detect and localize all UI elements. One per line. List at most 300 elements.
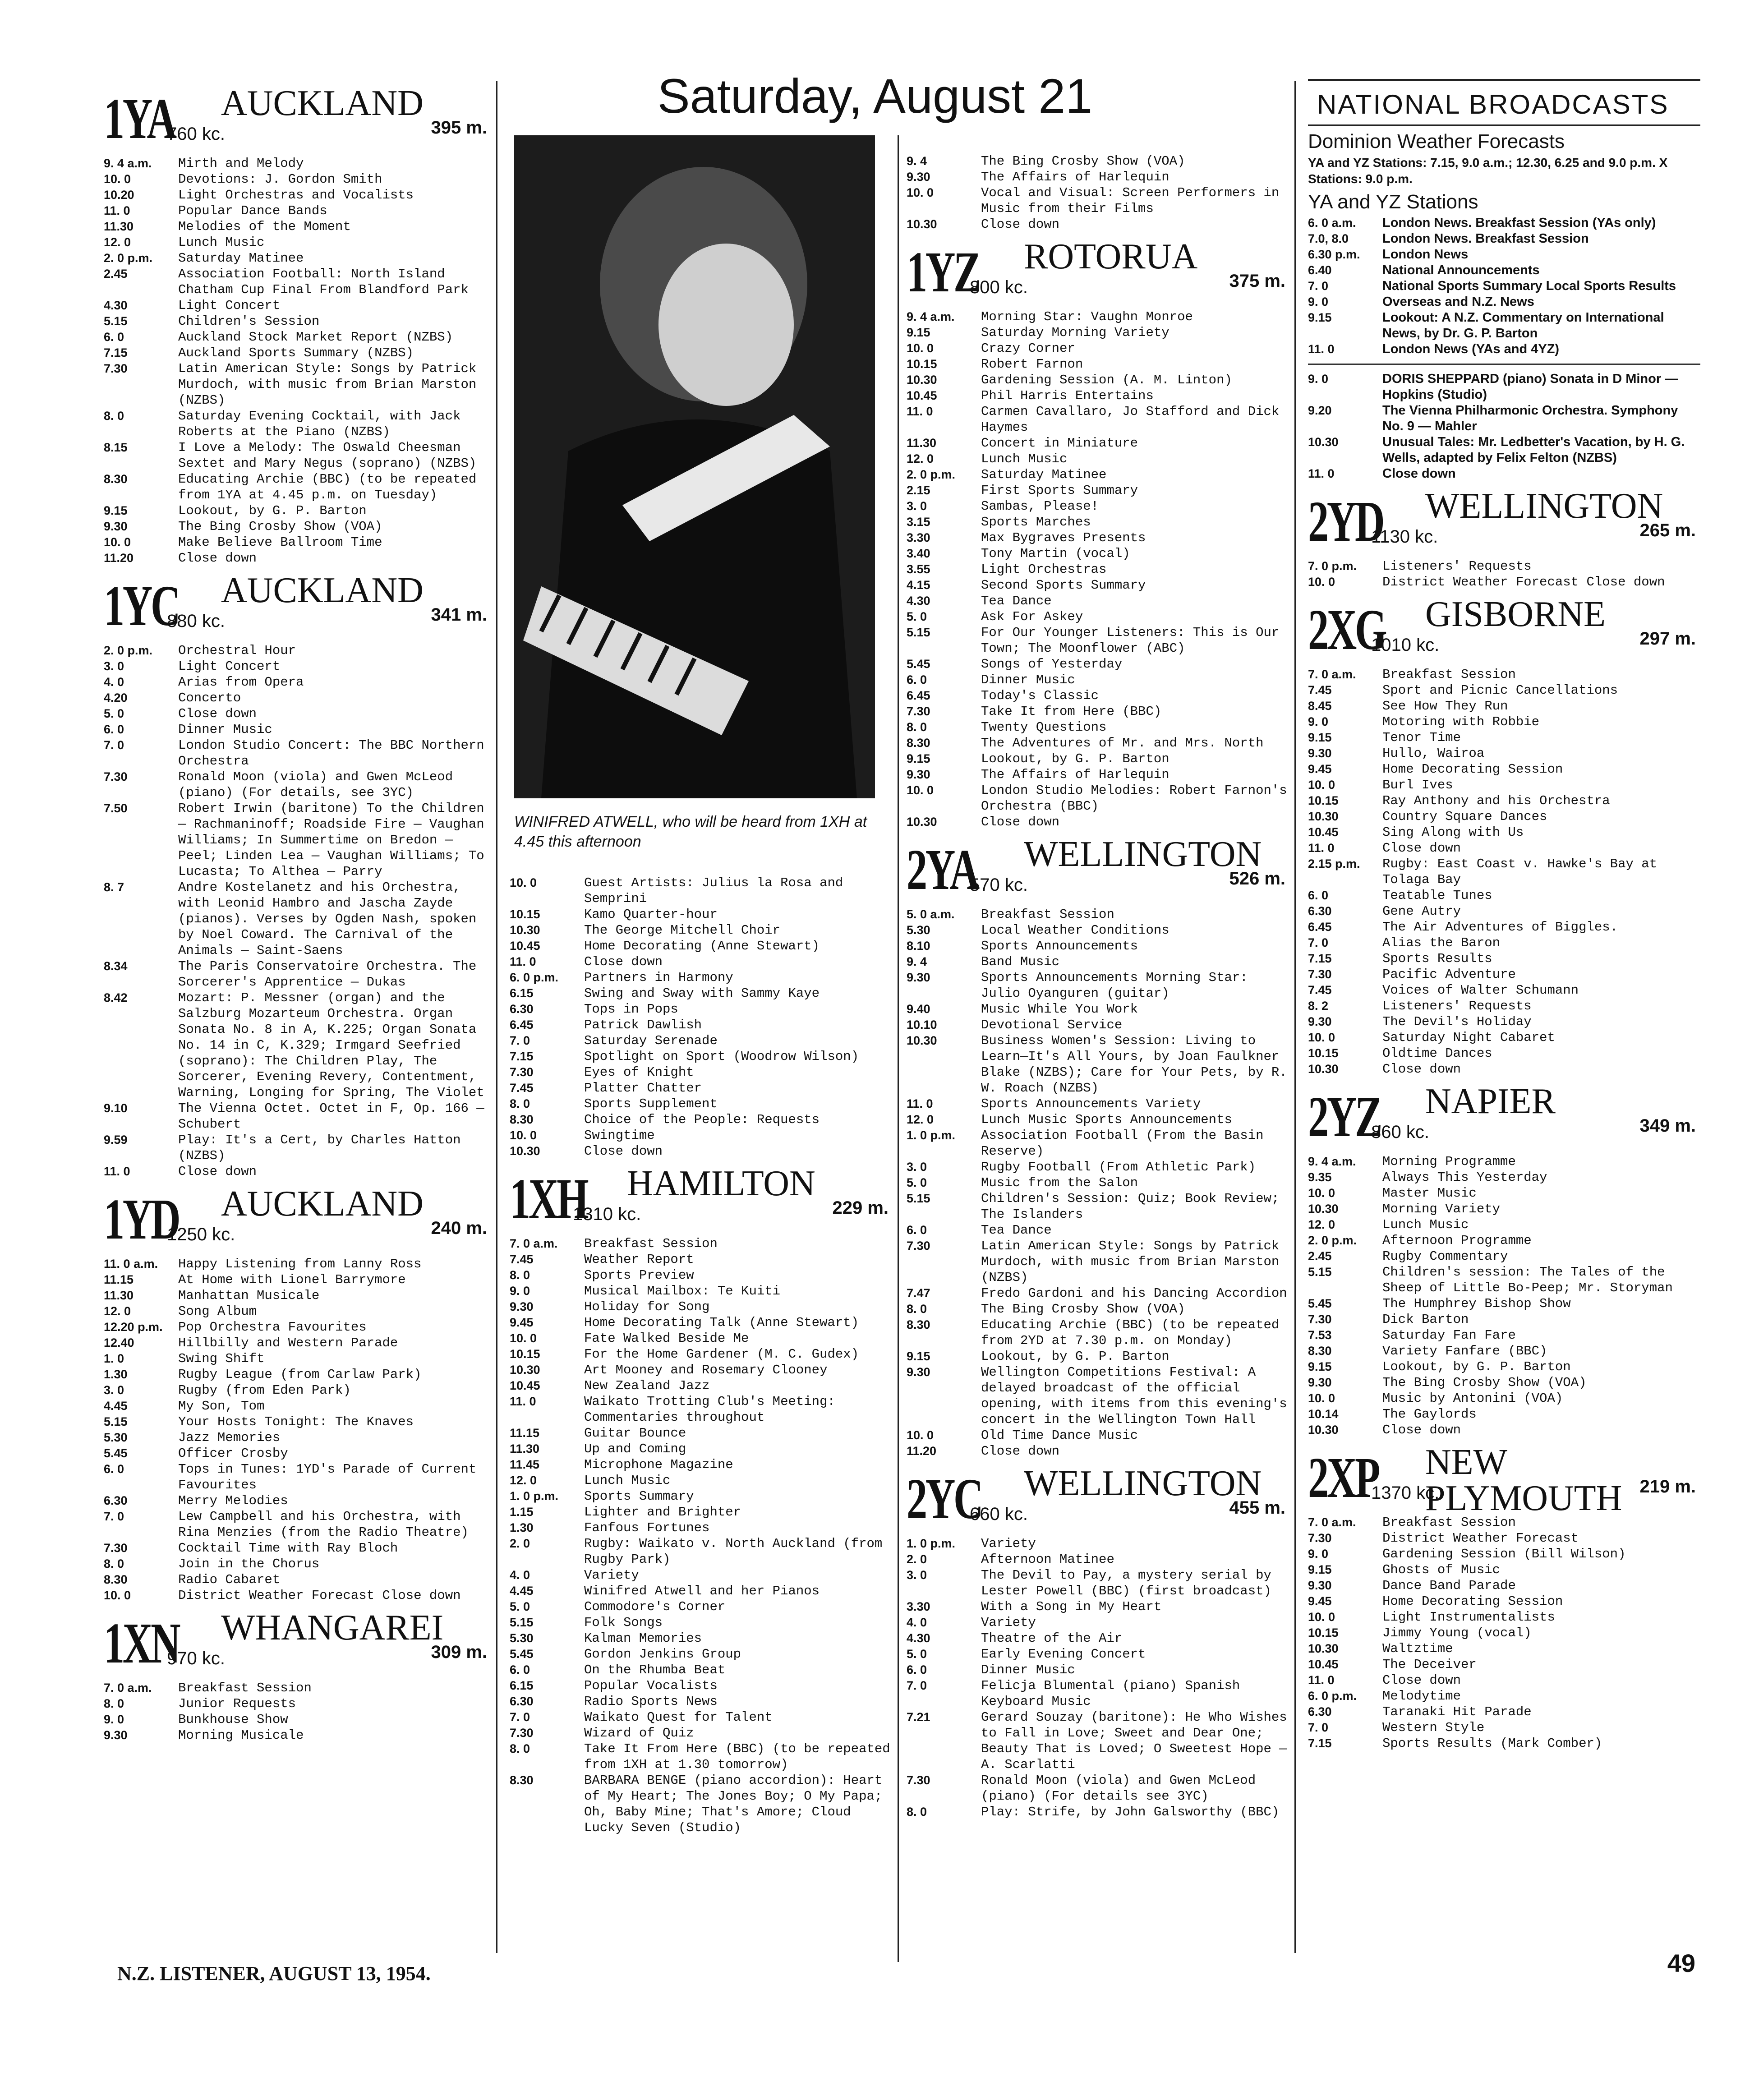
program-title: Andre Kostelanetz and his Orchestra, with Leonid Hambro and Jascha Zayde (pianos). Verses by Ogden Nash, spoken by Noel Coward. The Carnival of the Animals — Saint-Saens <box>178 880 477 958</box>
program-item <box>104 1461 492 1493</box>
program-time: 9.30 <box>1308 1376 1332 1389</box>
program-title: Home Decorating (Anne Stewart) <box>584 939 820 953</box>
program-time: 10.14 <box>1308 1407 1339 1421</box>
program-item <box>1308 1359 1700 1375</box>
program-item <box>1308 919 1700 935</box>
program-time: 7.45 <box>510 1081 534 1095</box>
program-title: Tops in Pops <box>584 1002 678 1017</box>
program-time: 4. 0 <box>510 1568 530 1582</box>
program-item <box>510 1504 893 1520</box>
program-time: 11. 0 a.m. <box>104 1257 158 1271</box>
program-time: 10.30 <box>1308 810 1339 823</box>
program-item <box>510 1362 893 1378</box>
program-time: 7.45 <box>1308 683 1332 697</box>
program-item <box>510 1236 893 1252</box>
program-title: Variety <box>981 1615 1036 1630</box>
program-title: Children's Session: Quiz; Book Review; The Islanders <box>981 1191 1280 1222</box>
program-title: Art Mooney and Rosemary Clooney <box>584 1363 828 1377</box>
program-title: Close down <box>178 1164 257 1179</box>
program-title: See How They Run <box>1382 699 1508 714</box>
program-title: Lunch Music Sports Announcements <box>981 1112 1232 1127</box>
program-item <box>907 814 1290 830</box>
program-time: 10.15 <box>907 357 937 371</box>
program-time: 2. 0 <box>907 1552 927 1566</box>
program-item <box>1308 1327 1700 1343</box>
program-time: 10. 0 <box>1308 778 1335 792</box>
program-item <box>1308 1391 1700 1406</box>
program-time: 7.30 <box>104 770 128 783</box>
program-title: Jazz Memories <box>178 1430 281 1445</box>
program-item <box>1308 777 1700 793</box>
program-item <box>907 216 1290 232</box>
program-item <box>510 1741 893 1773</box>
program-time: 7. 0 a.m. <box>1308 1515 1356 1529</box>
program-time: 10. 0 <box>1308 1391 1335 1405</box>
program-item <box>907 388 1290 404</box>
program-item <box>907 1364 1290 1428</box>
program-time: 6.45 <box>907 689 930 702</box>
national-item <box>1308 215 1700 231</box>
program-time: 6. 0 <box>907 673 927 686</box>
program-item <box>104 643 492 659</box>
program-title: Children's session: The Tales of the Sheep of Little Bo-Peep; Mr. Storyman <box>1382 1265 1673 1295</box>
program-time: 9. 0 <box>1308 295 1329 309</box>
program-list <box>510 1236 893 1836</box>
program-item <box>907 704 1290 719</box>
program-time: 6.30 <box>510 1002 534 1016</box>
program-item <box>907 483 1290 498</box>
program-title: Hullo, Wairoa <box>1382 746 1485 761</box>
station-header-1xn <box>104 1610 492 1677</box>
program-time: 7.30 <box>907 1239 930 1253</box>
program-time: 5. 0 <box>907 1176 927 1189</box>
program-item <box>1308 698 1700 714</box>
program-title: Mirth and Melody <box>178 156 304 171</box>
program-time: 1.30 <box>104 1368 128 1381</box>
program-title: Bunkhouse Show <box>178 1712 288 1727</box>
program-title: Overseas and N.Z. News <box>1382 295 1534 309</box>
program-title: The Paris Conservatoire Orchestra. The Sorcerer's Apprentice — Dukas <box>178 959 477 990</box>
station-frequency: 570 kc. <box>970 875 1028 895</box>
program-time: 5.15 <box>104 1415 128 1428</box>
program-time: 7.47 <box>907 1286 930 1300</box>
program-item <box>104 1493 492 1509</box>
program-time: 7.30 <box>907 705 930 718</box>
station-city: AUCKLAND <box>221 1184 424 1224</box>
program-title: Saturday Matinee <box>178 251 304 266</box>
program-item <box>907 325 1290 341</box>
program-list <box>907 309 1290 830</box>
program-title: Saturday Morning Variety <box>981 325 1169 340</box>
program-item <box>907 1443 1290 1459</box>
program-time: 9.35 <box>1308 1170 1332 1184</box>
program-time: 2. 0 p.m. <box>1308 1234 1357 1247</box>
station-call-sign: 2XP <box>1308 1446 1378 1510</box>
program-title: Lighter and Brighter <box>584 1505 741 1520</box>
program-time: 5.45 <box>1308 1297 1332 1310</box>
program-title: Home Decorating Session <box>1382 1594 1563 1609</box>
program-title: Officer Crosby <box>178 1446 288 1461</box>
program-item <box>907 970 1290 1001</box>
program-title: Ronald Moon (viola) and Gwen McLeod (piano) (For details see 3YC) <box>981 1773 1256 1804</box>
program-item <box>907 451 1290 467</box>
station-wavelength: 455 m. <box>1229 1498 1285 1518</box>
program-title: Patrick Dawlish <box>584 1018 702 1032</box>
program-list <box>1308 558 1700 590</box>
station-call-sign: 1YA <box>104 87 175 151</box>
program-item <box>907 672 1290 688</box>
program-title: Pacific Adventure <box>1382 967 1516 982</box>
national-item <box>1308 403 1700 434</box>
program-item <box>104 706 492 722</box>
program-title: District Weather Forecast Close down <box>178 1588 461 1603</box>
program-item <box>907 1678 1290 1709</box>
program-title: The Gaylords <box>1382 1407 1477 1422</box>
column-4 <box>1308 79 1700 1751</box>
program-time: 5. 0 <box>907 610 927 623</box>
program-item <box>907 767 1290 783</box>
program-title: Close down <box>981 217 1060 232</box>
program-title: District Weather Forecast <box>1382 1531 1579 1546</box>
program-title: Join in the Chorus <box>178 1557 320 1571</box>
program-item <box>510 1773 893 1836</box>
program-item <box>104 329 492 345</box>
program-item <box>510 1662 893 1678</box>
program-item <box>907 562 1290 577</box>
program-title: The Air Adventures of Biggles. <box>1382 920 1618 935</box>
program-item <box>907 688 1290 704</box>
program-time: 3.30 <box>907 1600 930 1613</box>
program-item <box>1308 935 1700 951</box>
program-time: 10.20 <box>104 188 134 202</box>
program-time: 10.30 <box>510 923 540 937</box>
program-item <box>104 722 492 737</box>
program-title: Wellington Competitions Festival: A delayed broadcast of the official opening, with items from this evening's concert in the Wellington Town Hall <box>981 1365 1287 1427</box>
program-title: The Bing Crosby Show (VOA) <box>981 154 1185 169</box>
program-time: 6. 0 <box>1308 889 1329 902</box>
station-wavelength: 229 m. <box>832 1198 889 1218</box>
program-title: Play: Strife, by John Galsworthy (BBC) <box>981 1805 1280 1819</box>
program-item <box>907 1238 1290 1285</box>
program-title: Platter Chatter <box>584 1081 702 1096</box>
station-city: WELLINGTON <box>1024 834 1262 874</box>
program-time: 8. 0 <box>510 1268 530 1282</box>
program-title: Tops in Tunes: 1YD's Parade of Current Favourites <box>178 1462 477 1492</box>
program-time: 3. 0 <box>907 1160 927 1174</box>
program-title: Rugby: East Coast v. Hawke's Bay at Tolaga Bay <box>1382 857 1658 887</box>
program-item <box>1308 1672 1700 1688</box>
program-title: Hillbilly and Western Parade <box>178 1336 398 1350</box>
program-title: Max Bygraves Presents <box>981 530 1146 545</box>
program-time: 7.30 <box>104 1541 128 1555</box>
program-title: Educating Archie (BBC) (to be repeated from 2YD at 7.30 p.m. on Monday) <box>981 1317 1280 1348</box>
program-title: Children's Session <box>178 314 320 329</box>
program-time: 6.45 <box>1308 920 1332 934</box>
program-time: 10.15 <box>1308 1626 1339 1639</box>
program-title: Rugby Commentary <box>1382 1249 1508 1264</box>
program-item <box>510 1112 893 1128</box>
program-title: Rugby: Waikato v. North Auckland (from Rugby Park) <box>584 1536 883 1567</box>
program-title: For Our Younger Listeners: This is Our Town; The Moonflower (ABC) <box>981 625 1280 656</box>
program-item <box>104 674 492 690</box>
station-wavelength: 375 m. <box>1229 271 1285 291</box>
program-item <box>907 1001 1290 1017</box>
program-title: Rugby (from Eden Park) <box>178 1383 351 1398</box>
program-item <box>1308 903 1700 919</box>
program-title: The Devil's Holiday <box>1382 1014 1532 1029</box>
program-time: 10. 0 <box>510 876 537 889</box>
program-title: The Adventures of Mr. and Mrs. North <box>981 736 1264 751</box>
station-frequency: 880 kc. <box>167 611 225 631</box>
program-item <box>1308 1375 1700 1391</box>
program-time: 7. 0 p.m. <box>1308 559 1357 573</box>
station-frequency: 1310 kc. <box>573 1204 641 1224</box>
program-time: 3.55 <box>907 562 930 576</box>
program-time: 11. 0 <box>907 1097 933 1110</box>
program-item <box>104 250 492 266</box>
program-time: 8.42 <box>104 991 128 1004</box>
program-item <box>1308 730 1700 746</box>
station-call-sign: 2YA <box>907 838 978 902</box>
national-broadcasts-heading: NATIONAL BROADCASTS <box>1308 79 1700 126</box>
program-title: Gardening Session (A. M. Linton) <box>981 373 1232 387</box>
program-item <box>1308 1625 1700 1641</box>
program-time: 11. 0 <box>104 1165 130 1178</box>
program-time: 9.30 <box>907 971 930 984</box>
station-wavelength: 297 m. <box>1639 629 1696 649</box>
program-time: 6.30 <box>1308 1705 1332 1718</box>
program-time: 7. 0 a.m. <box>1308 668 1356 681</box>
program-time: 11. 0 <box>1308 342 1335 356</box>
program-title: Crazy Corner <box>981 341 1075 356</box>
program-time: 8. 0 <box>510 1742 530 1755</box>
program-item <box>104 235 492 250</box>
program-time: 10.30 <box>907 815 937 829</box>
program-title: Song Album <box>178 1304 257 1319</box>
program-title: Up and Coming <box>584 1441 686 1456</box>
program-time: 5. 0 a.m. <box>907 907 955 921</box>
program-item <box>907 1175 1290 1191</box>
program-item <box>1308 761 1700 777</box>
program-item <box>907 1709 1290 1773</box>
program-item <box>1308 1233 1700 1248</box>
program-time: 10. 0 <box>104 1589 131 1602</box>
program-time: 9.40 <box>907 1002 930 1016</box>
station-header-1ya <box>104 85 492 153</box>
program-title: Close down <box>584 1144 663 1159</box>
program-title: Old Time Dance Music <box>981 1428 1138 1443</box>
program-title: Concert in Miniature <box>981 436 1138 451</box>
program-title: Microphone Magazine <box>584 1457 733 1472</box>
program-title: Phil Harris Entertains <box>981 388 1154 403</box>
program-title: With a Song in My Heart <box>981 1599 1162 1614</box>
program-time: 7. 0 <box>104 1510 124 1523</box>
program-time: 8.30 <box>907 1318 930 1331</box>
program-item <box>1308 1704 1700 1720</box>
program-title: Fredo Gardoni and his Dancing Accordion <box>981 1286 1287 1301</box>
program-item <box>907 153 1290 169</box>
program-item <box>104 1398 492 1414</box>
program-item <box>104 880 492 958</box>
program-title: Sports Summary <box>584 1489 694 1504</box>
program-time: 10.30 <box>510 1363 540 1377</box>
program-time: 5.15 <box>1308 1265 1332 1279</box>
column-1 <box>104 79 492 1743</box>
program-title: The Humphrey Bishop Show <box>1382 1296 1571 1311</box>
program-title: Ray Anthony and his Orchestra <box>1382 793 1610 808</box>
program-title: Taranaki Hit Parade <box>1382 1704 1532 1719</box>
program-title: Close down <box>1382 466 1456 481</box>
program-item <box>1308 840 1700 856</box>
program-time: 8. 0 <box>104 409 124 423</box>
program-title: Dinner Music <box>178 722 272 737</box>
program-item <box>510 1536 893 1567</box>
program-time: 6.15 <box>510 1679 534 1692</box>
program-title: Sing Along with Us <box>1382 825 1524 840</box>
program-title: Winifred Atwell and her Pianos <box>584 1584 820 1598</box>
program-time: 5.15 <box>510 1616 534 1629</box>
program-title: The Deceiver <box>1382 1657 1477 1672</box>
program-time: 7.30 <box>104 362 128 375</box>
program-item <box>907 938 1290 954</box>
program-item <box>510 1001 893 1017</box>
program-time: 10.45 <box>907 389 937 402</box>
program-title: Music While You Work <box>981 1002 1138 1017</box>
program-time: 7. 0 <box>1308 1721 1329 1734</box>
program-time: 1. 0 p.m. <box>510 1489 559 1503</box>
program-item <box>104 1572 492 1588</box>
station-call-sign: 1YZ <box>907 240 980 304</box>
program-title: Variety <box>981 1536 1036 1551</box>
program-item <box>1308 1312 1700 1327</box>
program-list <box>104 156 492 566</box>
program-item <box>104 737 492 769</box>
column-rule <box>898 135 899 1962</box>
program-time: 7.45 <box>510 1253 534 1266</box>
program-title: Always This Yesterday <box>1382 1170 1547 1185</box>
station-header-1yc <box>104 572 492 640</box>
program-item <box>510 1725 893 1741</box>
program-title: Choice of the People: Requests <box>584 1112 820 1127</box>
program-title: Country Square Dances <box>1382 809 1547 824</box>
program-title: Lookout: A N.Z. Commentary on International News, by Dr. G. P. Barton <box>1382 310 1664 341</box>
program-item <box>104 440 492 471</box>
program-time: 7. 0 <box>907 1679 927 1692</box>
program-title: London News. Breakfast Session <box>1382 231 1589 246</box>
program-item <box>907 309 1290 325</box>
program-title: Orchestral Hour <box>178 643 296 658</box>
station-call-sign: 2YZ <box>1308 1085 1381 1149</box>
program-title: Breakfast Session <box>1382 667 1516 682</box>
program-item <box>510 970 893 986</box>
program-time: 11.15 <box>104 1273 134 1286</box>
station-city: AUCKLAND <box>221 83 424 123</box>
program-item <box>907 577 1290 593</box>
winifred-atwell-photo <box>514 135 875 798</box>
program-time: 2.45 <box>1308 1249 1332 1263</box>
program-time: 10.45 <box>1308 1658 1339 1671</box>
national-item <box>1308 371 1700 403</box>
station-city: NEW PLYMOUTH <box>1425 1442 1622 1518</box>
program-item <box>510 875 893 907</box>
program-title: Waikato Quest for Talent <box>584 1710 773 1725</box>
station-call-sign: 2YD <box>1308 489 1383 553</box>
program-item <box>104 203 492 219</box>
program-item <box>1308 574 1700 590</box>
program-title: Saturday Evening Cocktail, with Jack Roberts at the Piano (NZBS) <box>178 409 461 439</box>
station-wavelength: 219 m. <box>1639 1477 1696 1497</box>
program-title: Listeners' Requests <box>1382 999 1532 1013</box>
program-title: Saturday Night Cabaret <box>1382 1030 1555 1045</box>
station-wavelength: 395 m. <box>431 118 487 138</box>
program-item <box>907 1773 1290 1804</box>
program-time: 5. 0 <box>104 707 124 720</box>
program-item <box>1308 1296 1700 1312</box>
program-item <box>1308 1657 1700 1672</box>
program-time: 8.30 <box>510 1113 534 1126</box>
program-title: District Weather Forecast Close down <box>1382 575 1665 589</box>
program-item <box>510 907 893 922</box>
program-time: 10.30 <box>907 217 937 231</box>
program-title: Dance Band Parade <box>1382 1578 1516 1593</box>
station-frequency: 1010 kc. <box>1371 635 1440 655</box>
program-time: 9.30 <box>1308 1015 1332 1028</box>
program-time: 11.30 <box>907 436 937 450</box>
program-item <box>510 1049 893 1064</box>
program-title: My Son, Tom <box>178 1399 265 1414</box>
program-list <box>907 153 1290 232</box>
weather-heading: Dominion Weather Forecasts <box>1308 130 1565 152</box>
program-time: 5.15 <box>907 626 930 639</box>
program-item <box>1308 1422 1700 1438</box>
program-item <box>510 1299 893 1315</box>
station-wavelength: 349 m. <box>1639 1116 1696 1136</box>
program-time: 5.45 <box>104 1446 128 1460</box>
program-time: 12. 0 <box>1308 1218 1335 1231</box>
program-item <box>104 1288 492 1303</box>
program-title: Close down <box>178 551 257 566</box>
program-time: 11. 0 <box>1308 467 1335 480</box>
program-time: 6.30 <box>1308 904 1332 918</box>
program-time: 9.15 <box>1308 1563 1332 1576</box>
station-wavelength: 526 m. <box>1229 869 1285 889</box>
program-item <box>510 1017 893 1033</box>
program-time: 11.20 <box>907 1444 937 1458</box>
program-list <box>907 1536 1290 1820</box>
program-title: At Home with Lionel Barrymore <box>178 1272 406 1287</box>
program-time: 6.45 <box>510 1018 534 1032</box>
program-item <box>510 1346 893 1362</box>
program-item <box>907 1017 1290 1033</box>
national-list <box>1308 215 1700 357</box>
program-time: 7.53 <box>1308 1328 1332 1342</box>
program-title: Lunch Music <box>584 1473 671 1488</box>
program-item <box>510 1520 893 1536</box>
program-item <box>104 1272 492 1288</box>
program-item <box>510 1143 893 1159</box>
program-item <box>1308 558 1700 574</box>
program-title: London News. Breakfast Session (YAs only) <box>1382 216 1656 230</box>
program-title: Sports Preview <box>584 1268 694 1283</box>
program-item <box>907 1112 1290 1128</box>
program-title: Tenor Time <box>1382 730 1461 745</box>
program-title: Listeners' Requests <box>1382 559 1532 574</box>
program-time: 6. 0 <box>907 1663 927 1676</box>
program-item <box>907 1222 1290 1238</box>
program-title: Popular Vocalists <box>584 1678 718 1693</box>
program-title: Felicja Blumental (piano) Spanish Keyboard Music <box>981 1678 1240 1709</box>
program-title: London News <box>1382 247 1469 262</box>
